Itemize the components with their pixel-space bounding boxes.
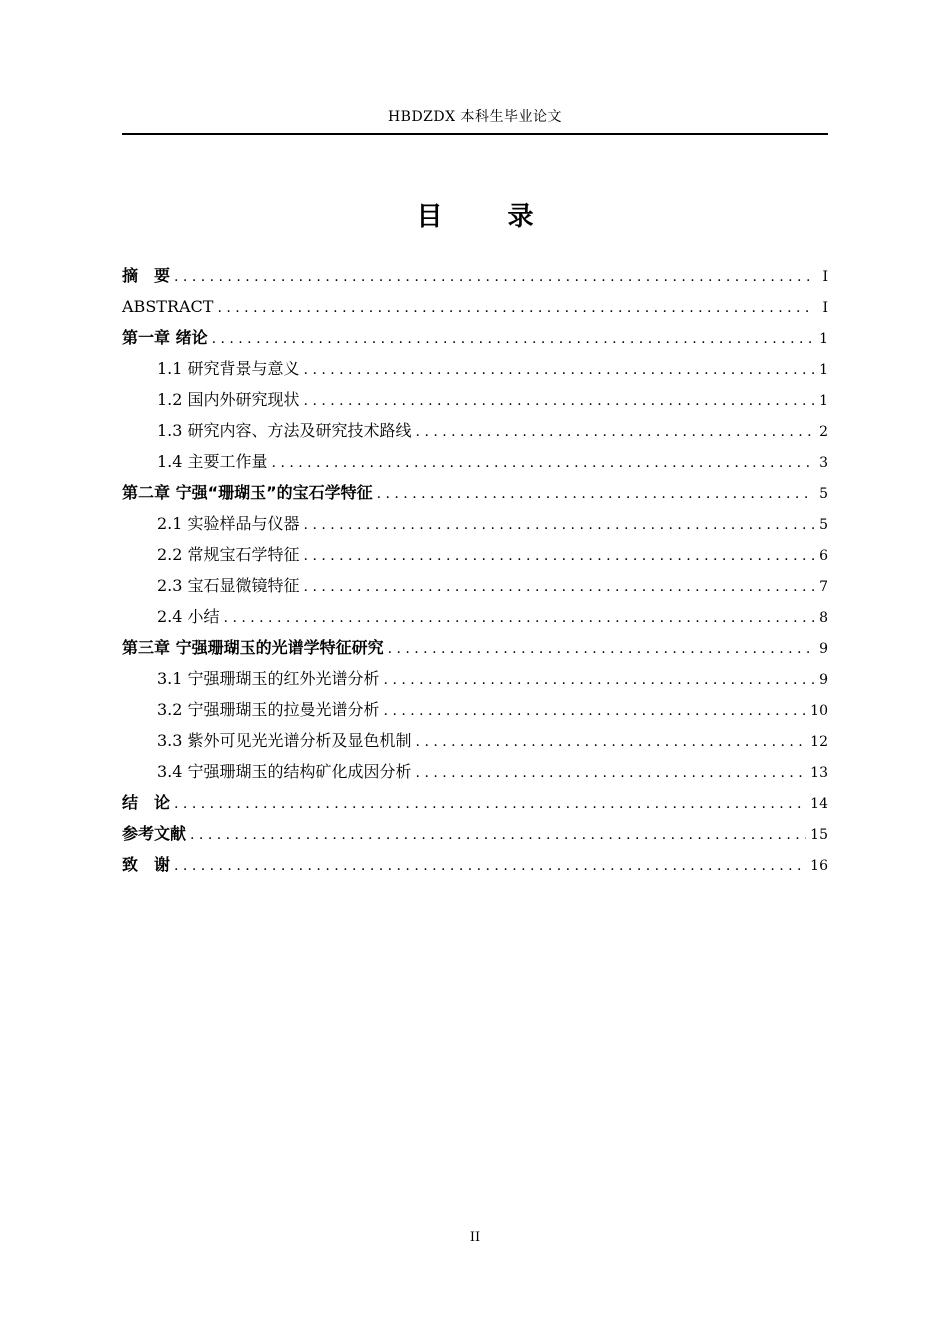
toc-entry-label: 2.2 常规宝石学特征	[157, 545, 300, 564]
toc-entry-page: I	[822, 300, 828, 316]
toc-entry-page: 14	[810, 796, 828, 812]
toc-entry-label: 2.1 实验样品与仪器	[157, 514, 300, 533]
toc-entry[interactable]	[122, 384, 828, 415]
toc-entry-label: 1.1 研究背景与意义	[157, 359, 300, 378]
toc-entry[interactable]	[122, 291, 828, 322]
toc-entry-page: 5	[819, 486, 828, 502]
toc-entry[interactable]	[122, 539, 828, 570]
toc-entry[interactable]	[122, 787, 828, 818]
toc-dot-leader	[304, 386, 814, 417]
toc-entry-label: 3.2 宁强珊瑚玉的拉曼光谱分析	[157, 700, 380, 719]
toc-dot-leader	[384, 665, 814, 696]
toc-dot-leader	[174, 262, 814, 293]
toc-entry-label: 3.3 紫外可见光光谱分析及显色机制	[157, 731, 412, 750]
toc-entry-label: ABSTRACT	[122, 297, 214, 316]
toc-entry-page: 15	[810, 827, 828, 843]
toc-entry-label: 第二章 宁强“珊瑚玉”的宝石学特征	[122, 483, 373, 502]
toc-dot-leader	[190, 820, 806, 851]
toc-entry[interactable]	[122, 415, 828, 446]
toc-entry[interactable]	[122, 508, 828, 539]
toc-dot-leader	[174, 789, 806, 820]
toc-dot-leader	[416, 417, 814, 448]
toc-entry-label: 1.3 研究内容、方法及研究技术路线	[157, 421, 412, 440]
toc-entry-label: 1.2 国内外研究现状	[157, 390, 300, 409]
toc-entry-label: 2.4 小结	[157, 607, 220, 626]
toc-entry-page: 9	[819, 672, 828, 688]
toc-entry[interactable]	[122, 570, 828, 601]
toc-dot-leader	[217, 293, 814, 324]
toc-entry-page: 1	[819, 362, 828, 378]
toc-dot-leader	[272, 448, 814, 479]
toc-entry[interactable]	[122, 601, 828, 632]
toc-entry-label: 结 论	[122, 793, 171, 812]
toc-entry-label: 第一章 绪论	[122, 328, 208, 347]
toc-dot-leader	[174, 851, 806, 882]
toc-entry-label: 3.1 宁强珊瑚玉的红外光谱分析	[157, 669, 380, 688]
toc-entry[interactable]	[122, 694, 828, 725]
toc-dot-leader	[212, 324, 814, 355]
toc-dot-leader	[304, 355, 814, 386]
toc-entry-label: 第三章 宁强珊瑚玉的光谱学特征研究	[122, 638, 384, 657]
toc-entry-page: 2	[819, 424, 828, 440]
toc-entry-label: 参考文献	[122, 824, 187, 843]
toc-entry-page: 9	[819, 641, 828, 657]
toc-dot-leader	[384, 696, 807, 727]
page-title: 目 录	[416, 202, 562, 232]
toc-entry-label: 致 谢	[122, 855, 171, 874]
toc-entry[interactable]	[122, 663, 828, 694]
toc-entry[interactable]	[122, 849, 828, 880]
toc-entry[interactable]	[122, 477, 828, 508]
toc-entry-label: 2.3 宝石显微镜特征	[157, 576, 300, 595]
toc-entry[interactable]	[122, 322, 828, 353]
toc-dot-leader	[304, 510, 814, 541]
toc-entry-page: 1	[819, 331, 828, 347]
toc-entry-label: 摘 要	[122, 266, 171, 285]
toc-entry-page: 5	[819, 517, 828, 533]
table-of-contents	[122, 260, 828, 880]
toc-entry[interactable]	[122, 756, 828, 787]
toc-entry[interactable]	[122, 260, 828, 291]
toc-dot-leader	[304, 541, 814, 572]
toc-entry-page: 10	[810, 703, 828, 719]
toc-dot-leader	[388, 634, 814, 665]
toc-entry-label: 1.4 主要工作量	[157, 452, 268, 471]
toc-entry-page: 3	[819, 455, 828, 471]
toc-entry-page: 7	[819, 579, 828, 595]
toc-dot-leader	[416, 727, 807, 758]
toc-entry-page: 16	[810, 858, 828, 874]
toc-entry-page: 8	[819, 610, 828, 626]
toc-dot-leader	[416, 758, 807, 789]
toc-entry-label: 3.4 宁强珊瑚玉的结构矿化成因分析	[157, 762, 412, 781]
toc-entry-page: I	[822, 269, 828, 285]
page-number: II	[469, 1230, 481, 1245]
toc-entry-page: 13	[810, 765, 828, 781]
toc-entry[interactable]	[122, 353, 828, 384]
header-rule	[122, 133, 828, 135]
toc-entry[interactable]	[122, 446, 828, 477]
toc-dot-leader	[304, 572, 814, 603]
toc-entry-page: 1	[819, 393, 828, 409]
toc-entry[interactable]	[122, 725, 828, 756]
running-header: HBDZDX 本科生毕业论文	[387, 109, 563, 125]
toc-dot-leader	[224, 603, 814, 634]
toc-dot-leader	[377, 479, 814, 510]
toc-entry[interactable]	[122, 632, 828, 663]
toc-entry[interactable]	[122, 818, 828, 849]
toc-entry-page: 6	[819, 548, 828, 564]
toc-entry-page: 12	[810, 734, 828, 750]
